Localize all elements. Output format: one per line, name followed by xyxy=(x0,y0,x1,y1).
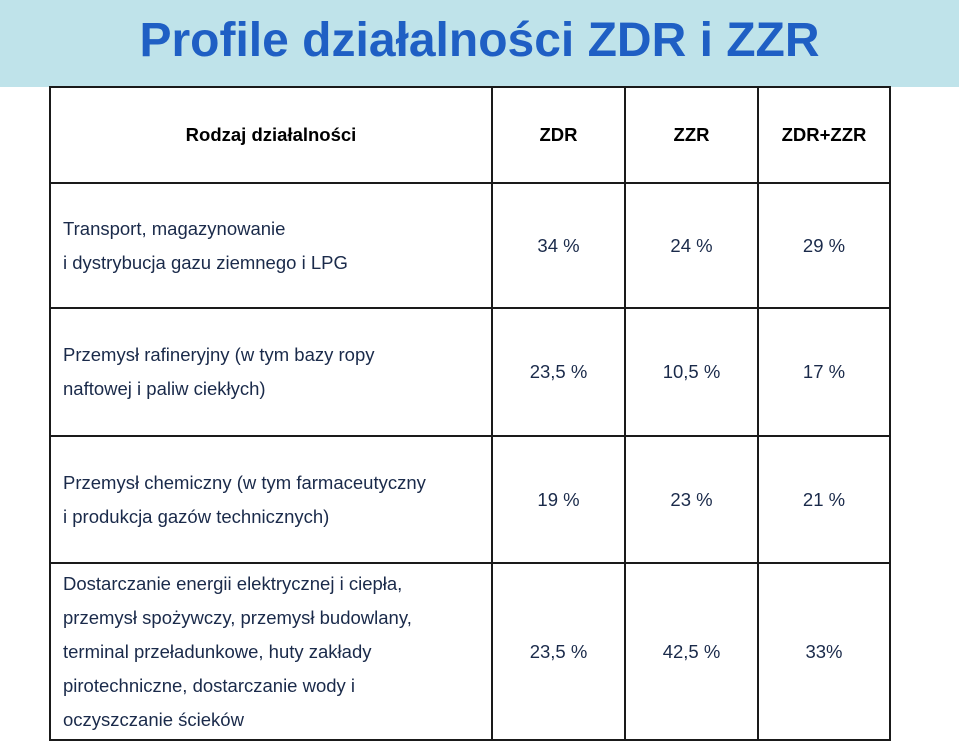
page-title: Profile działalności ZDR i ZZR xyxy=(139,14,820,67)
activity-label xyxy=(50,308,492,436)
activity-label-line: Dostarczanie energii elektrycznej i ciepła, xyxy=(63,572,403,594)
column-header-zdr: ZDR xyxy=(492,87,625,183)
activity-label-line: pirotechniczne, dostarczanie wody i xyxy=(63,674,356,696)
table-row xyxy=(50,183,890,308)
column-header-zzr: ZZR xyxy=(625,87,758,183)
total-value: 21 % xyxy=(758,436,890,563)
table-header-row xyxy=(50,87,890,183)
activity-label-line: Przemysł chemiczny (w tym farmaceutyczny xyxy=(63,471,426,493)
activity-label-line: terminal przeładunkowe, huty zakłady xyxy=(63,640,372,662)
activity-label-line: naftowej i paliw ciekłych) xyxy=(63,378,266,399)
table-row xyxy=(50,563,890,740)
activity-label xyxy=(50,563,492,740)
total-value: 17 % xyxy=(758,308,890,436)
total-value: 29 % xyxy=(758,183,890,308)
activity-label-line: przemysł spożywczy, przemysł budowlany, xyxy=(63,606,412,628)
activity-label-line: Przemysł rafineryjny (w tym bazy ropy xyxy=(63,344,375,365)
total-value: 33% xyxy=(758,563,890,740)
zzr-value: 42,5 % xyxy=(625,563,758,740)
zdr-value: 19 % xyxy=(492,436,625,563)
zzr-value: 10,5 % xyxy=(625,308,758,436)
zdr-value: 34 % xyxy=(492,183,625,308)
zzr-value: 23 % xyxy=(625,436,758,563)
activity-label xyxy=(50,436,492,563)
activity-label xyxy=(50,183,492,308)
table-row xyxy=(50,436,890,563)
activity-label-line: oczyszczanie ścieków xyxy=(63,708,244,730)
activity-profile-table xyxy=(49,86,891,741)
zdr-value: 23,5 % xyxy=(492,308,625,436)
zzr-value: 24 % xyxy=(625,183,758,308)
activity-label-line: i dystrybucja gazu ziemnego i LPG xyxy=(63,251,348,273)
column-header-activity-type: Rodzaj działalności xyxy=(50,87,492,183)
column-header-zdr-zzr: ZDR+ZZR xyxy=(758,87,890,183)
activity-label-line: Transport, magazynowanie xyxy=(63,217,286,239)
zdr-value: 23,5 % xyxy=(492,563,625,740)
table-row xyxy=(50,308,890,436)
activity-label-line: i produkcja gazów technicznych) xyxy=(63,505,330,527)
